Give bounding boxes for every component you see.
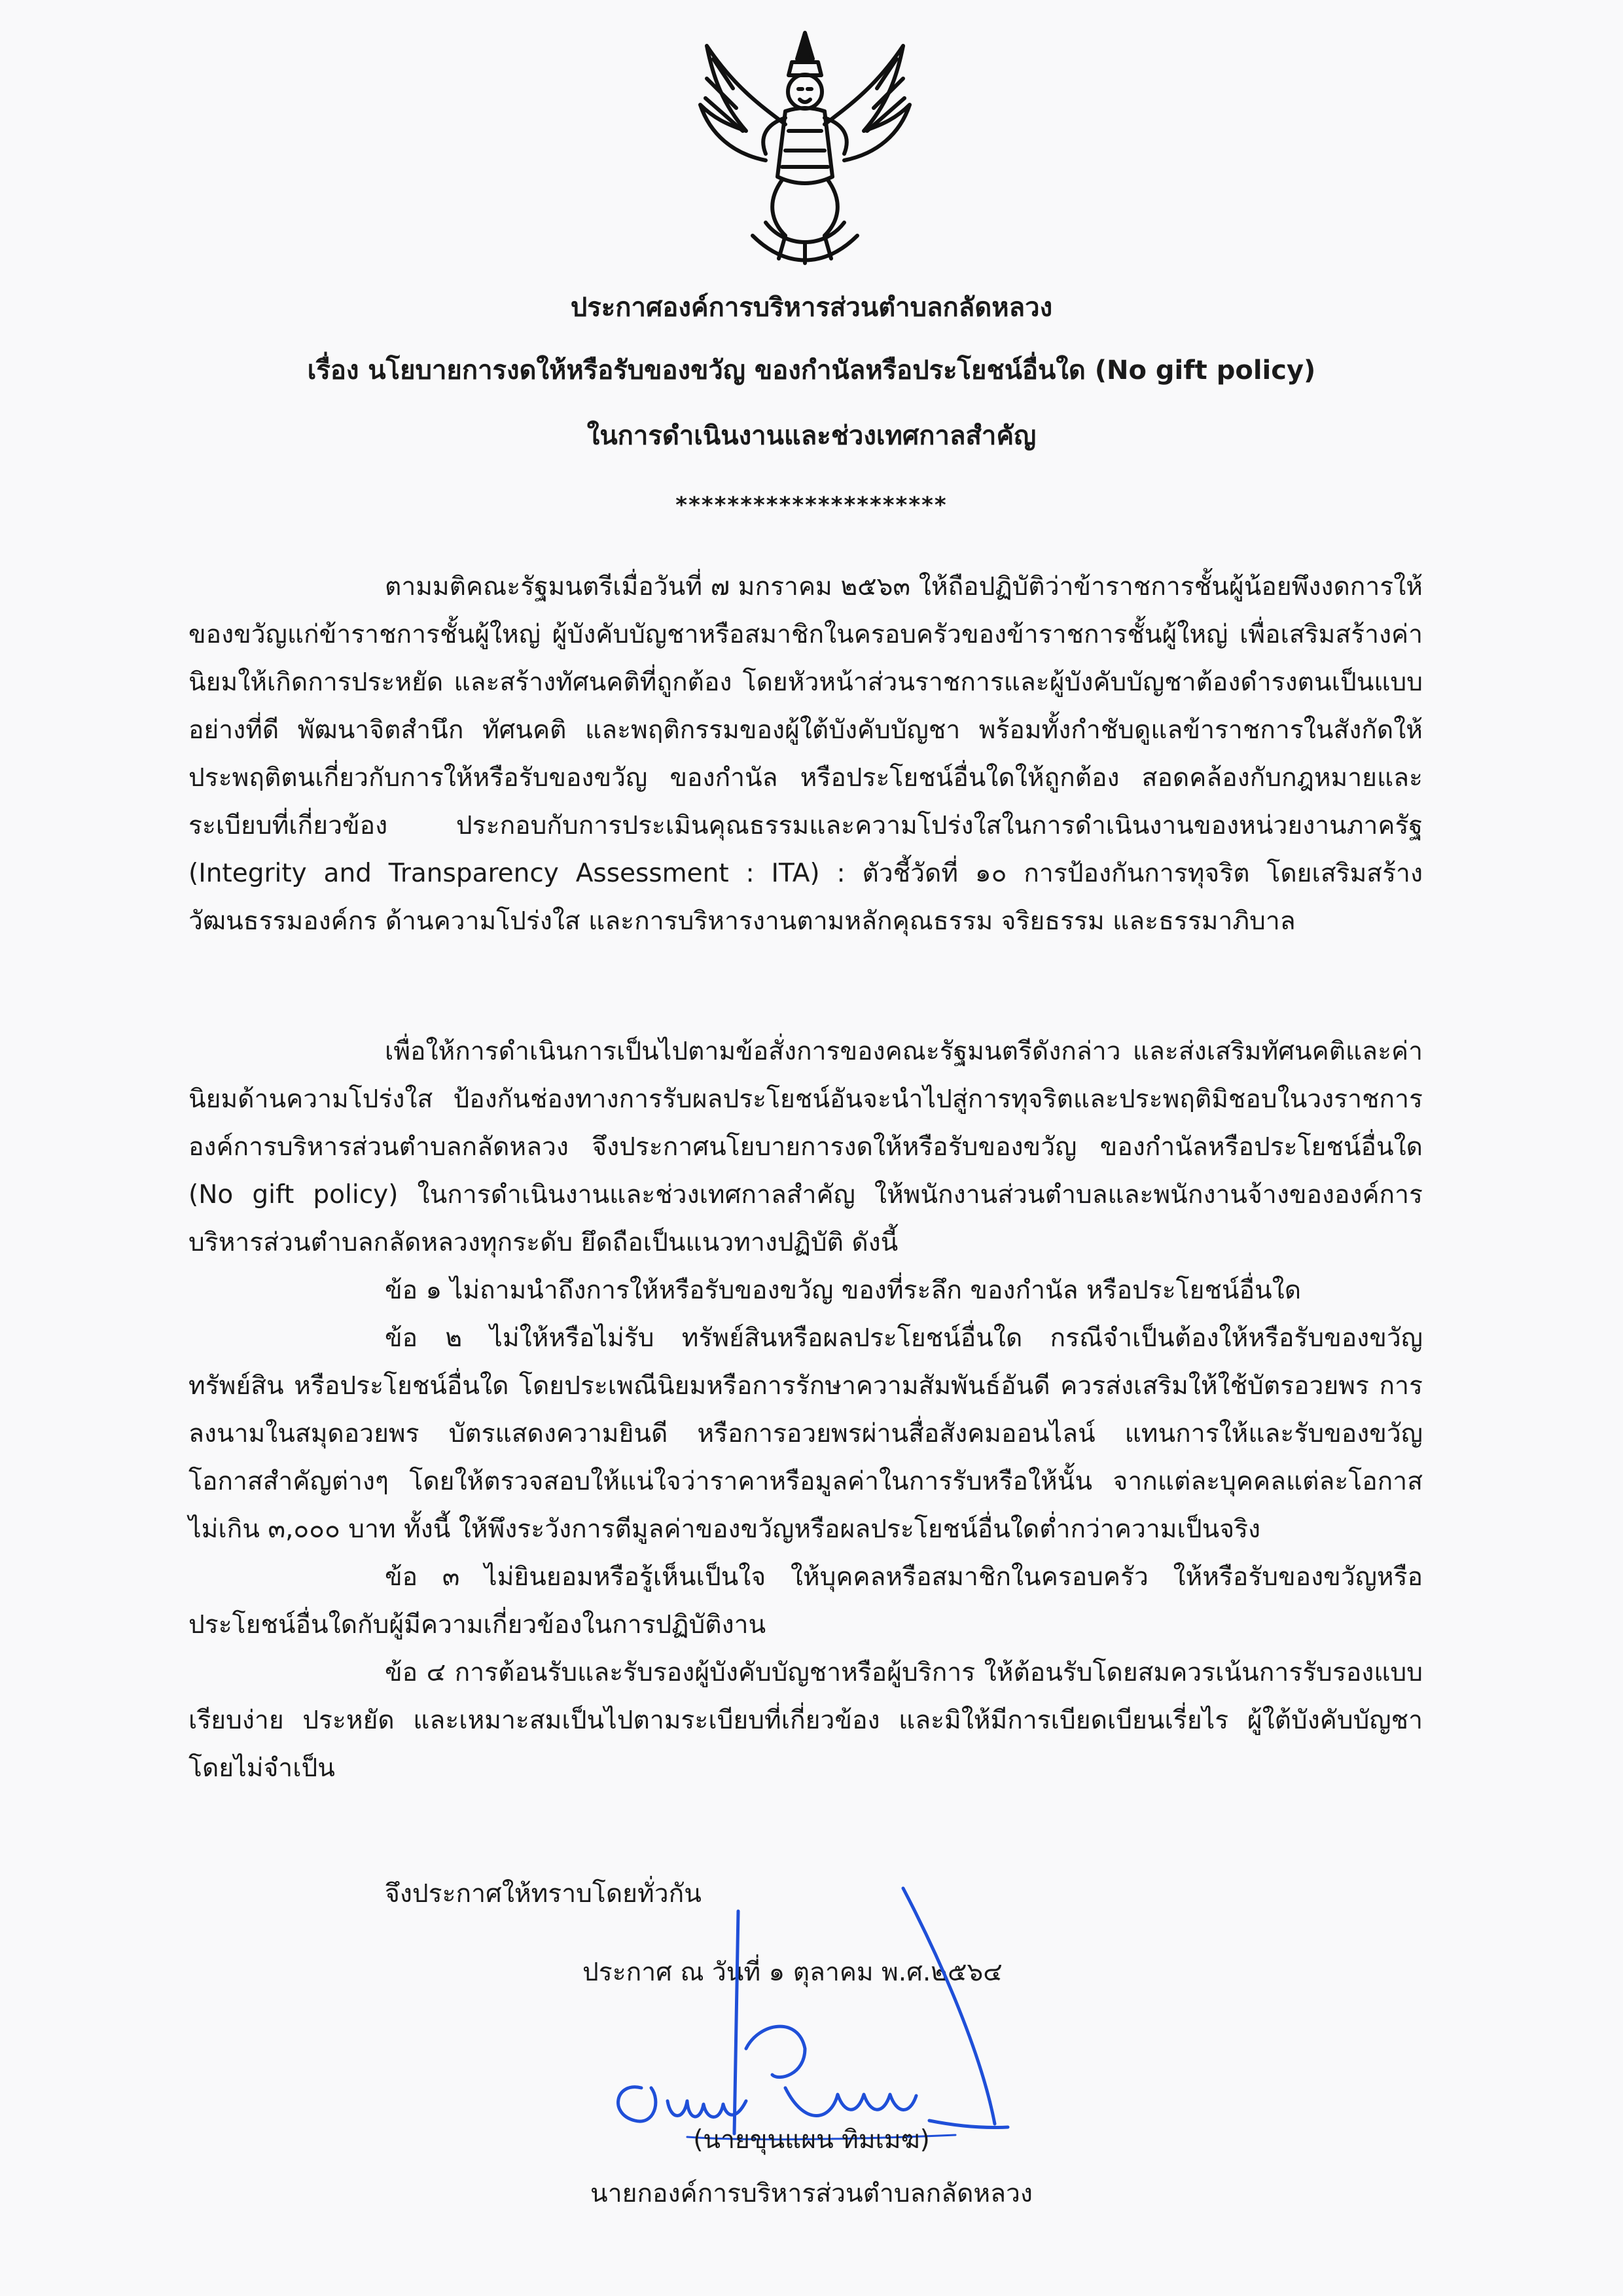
signer-title: นายกองค์การบริหารส่วนตำบลกลัดหลวง [590,2179,1033,2208]
closing-statement: จึงประกาศให้ทราบโดยทั่วกัน [385,1879,702,1909]
announcement-subject-continued: ในการดำเนินงานและช่วงเทศกาลสำคัญ [586,421,1037,451]
item-2: ข้อ ๒ ไม่ให้หรือไม่รับ ทรัพย์สินหรือผลประโยชน์อื่นใด กรณีจำเป็นต้องให้หรือรับของขวัญทรัพย์สิน หรือประโยชน์อื่นใด โดยประเพณีนิยมหรือการรักษาความสัมพันธ์อันดี ควรส่งเสริมให้ใช้บัตรอวยพร การลงนามในสมุดอวยพร บัตรแสดงความยินดี หรือการอวยพรผ่านสื่อสังคมออนไลน์ แทนการให้และรับของขวัญโอกาสสำคัญต่างๆ โดยให้ตรวจสอบให้แน่ใจว่าราคาหรือมูลค่าในการรับหรือให้นั้น จากแต่ละบุคคลแต่ละโอกาส ไม่เกิน ๓,๐๐๐ บาท ทั้งนี้ ให้พึงระวังการตีมูลค่าของขวัญหรือผลประโยชน์อื่นใดต่ำกว่าความเป็นจริง [188,1323,1423,1544]
paragraph-1: ตามมติคณะรัฐมนตรีเมื่อวันที่ ๗ มกราคม ๒๕๖๓ ให้ถือปฏิบัติว่าข้าราชการชั้นผู้น้อยพึงงดการให้ของขวัญแก่ข้าราชการชั้นผู้ใหญ่ ผู้บังคับบัญชาหรือสมาชิกในครอบครัวของข้าราชการชั้นผู้ใหญ่ เพื่อเสริมสร้างค่านิยมให้เกิดการประหยัด และสร้างทัศนคติที่ถูกต้อง โดยหัวหน้าส่วนราชการและผู้บังคับบัญชาต้องดำรงตนเป็นแบบอย่างที่ดี พัฒนาจิตสำนึก ทัศนคติ และพฤติกรรมของผู้ใต้บังคับบัญชา พร้อมทั้งกำชับดูแลข้าราชการในสังกัดให้ประพฤติตนเกี่ยวกับการให้หรือรับของขวัญ ของกำนัล หรือประโยชน์อื่นใดให้ถูกต้อง สอดคล้องกับกฎหมายและระเบียบที่เกี่ยวข้อง ประกอบกับการประเมินคุณธรรมและความโปร่งใสในการดำเนินงานของหน่วยงานภาครัฐ (Integrity and Transparency Assessment : ITA) : ตัวชี้วัดที่ ๑๐ การป้องกันการทุจริต โดยเสริมสร้างวัฒนธรรมองค์กร ด้านความโปร่งใส และการบริหารงานตามหลักคุณธรรม จริยธรรม และธรรมาภิบาล [188,572,1423,936]
announcement-date: ประกาศ ณ วันที่ ๑ ตุลาคม พ.ศ.๒๕๖๔ [582,1958,1003,1987]
item-1: ข้อ ๑ ไม่ถามนำถึงการให้หรือรับของขวัญ ของที่ระลึก ของกำนัล หรือประโยชน์อื่นใด [385,1276,1302,1305]
item-4: ข้อ ๔ การต้อนรับและรับรองผู้บังคับบัญชาหรือผู้บริการ ให้ต้อนรับโดยสมควรเน้นการรับรองแบบเรียบง่าย ประหยัด และเหมาะสมเป็นไปตามระเบียบที่เกี่ยวข้อง และมิให้มีการเบียดเบียนเรี่ยไร ผู้ใต้บังคับบัญชาโดยไม่จำเป็น [188,1658,1423,1783]
body-section-2 [188,1028,1423,1792]
signer-name: (นายขุนแผน ทิมเมฆ) [693,2125,930,2155]
garuda-emblem-icon [687,26,923,268]
announcement-title: ประกาศองค์การบริหารส่วนตำบลกลัดหลวง [570,293,1053,323]
signature-icon [589,1885,1021,2147]
paragraph-2: เพื่อให้การดำเนินการเป็นไปตามข้อสั่งการของคณะรัฐมนตรีดังกล่าว และส่งเสริมทัศนคติและค่านิยมด้านความโปร่งใส ป้องกันช่องทางการรับผลประโยชน์อันจะนำไปสู่การทุจริตและประพฤติมิชอบในวงราชการ องค์การบริหารส่วนตำบลกลัดหลวง จึงประกาศนโยบายการงดให้หรือรับของขวัญ ของกำนัลหรือประโยชน์อื่นใด (No gift policy) ในการดำเนินงานและช่วงเทศกาลสำคัญ ให้พนักงานส่วนตำบลและพนักงานจ้างขององค์การบริหารส่วนตำบลกลัดหลวงทุกระดับ ยึดถือเป็นแนวทางปฏิบัติ ดังนี้ [188,1037,1423,1257]
separator-line: ********************* [675,492,948,518]
item-3: ข้อ ๓ ไม่ยินยอมหรือรู้เห็นเป็นใจ ให้บุคคลหรือสมาชิกในครอบครัว ให้หรือรับของขวัญหรือประโยชน์อื่นใดกับผู้มีความเกี่ยวข้องในการปฏิบัติงาน [188,1562,1423,1640]
announcement-subject: เรื่อง นโยบายการงดให้หรือรับของขวัญ ของกำนัลหรือประโยชน์อื่นใด (No gift policy) [307,355,1316,386]
body-section-1 [188,563,1423,945]
